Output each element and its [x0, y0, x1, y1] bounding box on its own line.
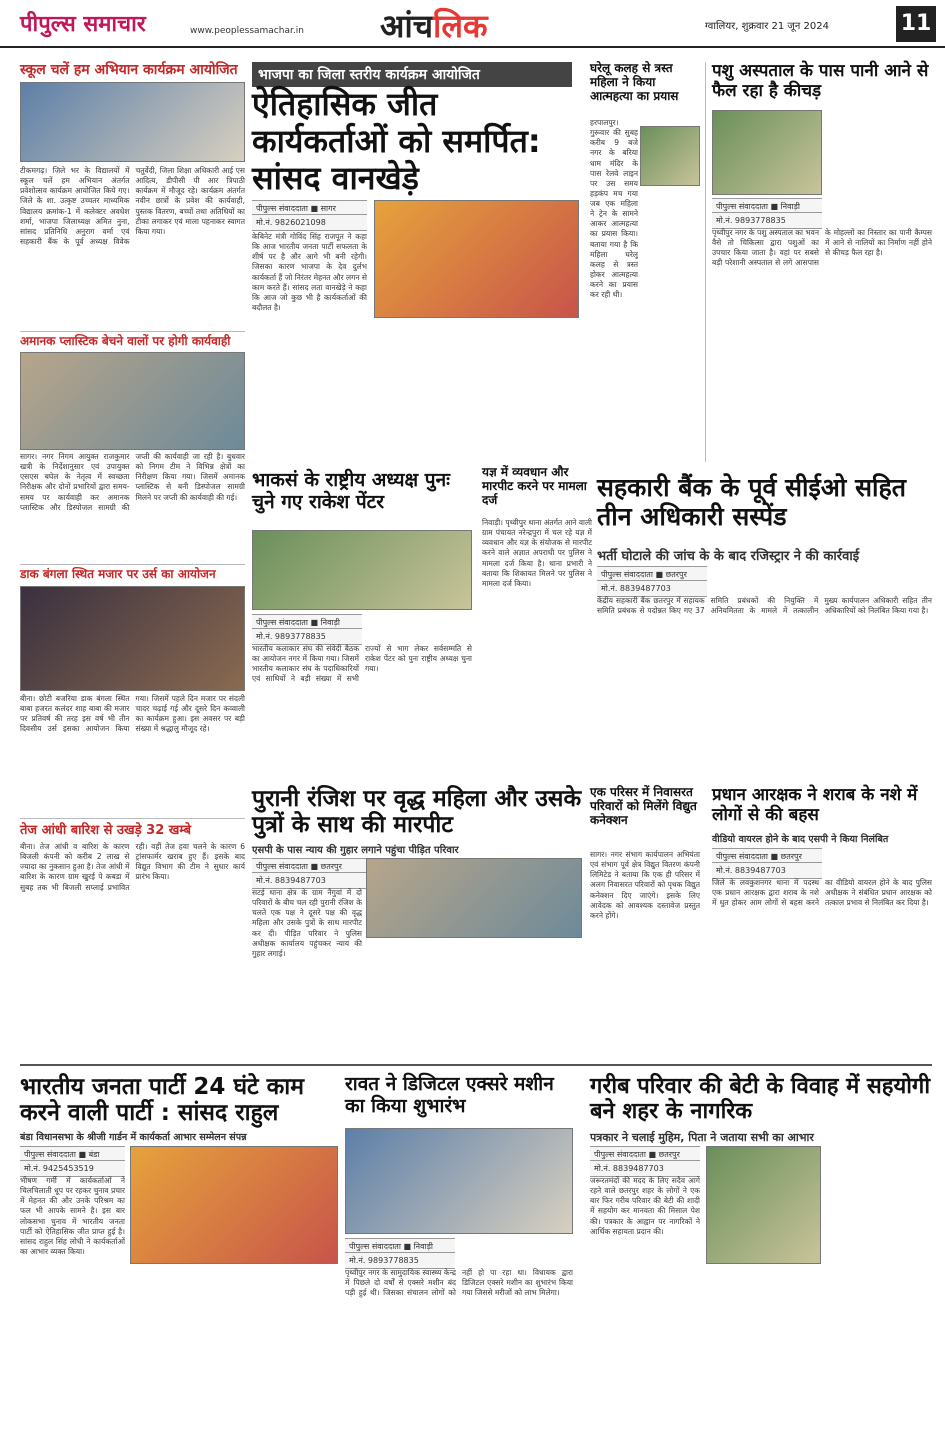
story-10-mobile: मो.नं. 8839487703	[597, 580, 707, 597]
story-9-byline: पीपुल्स संवाददाता ■ निवाड़ी	[712, 198, 822, 215]
divider	[20, 331, 245, 332]
story-9-body: पृथ्वीपुर नगर के पशु अस्पताल का भवन वैसे तो चिकित्सा द्वारा पशुओं का उपचार किया जाता है। वहां पर सबसे बड़ी परेशानी अस्पताल से लगे आसपास के मोहल्लों का निस्तार का पानी कैम्पस में आने से नालियों का निर्माण नहीं होने से कीचड़ फैल रहा है।	[712, 228, 932, 268]
story-3-title: डाक बंगला स्थित मजार पर उर्स का आयोजन	[20, 567, 216, 581]
divider	[20, 1064, 932, 1066]
story-1-title: स्कूल चलें हम अभियान कार्यक्रम आयोजित	[20, 62, 238, 78]
story-6-byline: पीपुल्स संवाददाता ■ निवाड़ी	[252, 614, 362, 631]
story-7-body: हरपालपुर। गुरूवार की सुबह करीब 9 बजे नगर के बरिया धाम मंदिर के पास रेलवे लाइन पर उस समय हड़कंप मच गया जब एक महिला ने ट्रेन के सामने आकर आत्महत्या का प्रयास किया। बताया गया है कि महिला घरेलू कलह से त्रस्त होकर आत्महत्या करने का प्रयास कर रही थी।	[590, 118, 638, 300]
story-16-title: गरीब परिवार की बेटी के विवाह में सहयोगी बने शहर के नागरिक	[590, 1074, 931, 1125]
website-url[interactable]: www.peoplessamachar.in	[190, 26, 304, 36]
story-5-byline: पीपुल्स संवाददाता ■ सागर	[252, 200, 367, 217]
masthead	[0, 0, 945, 48]
story-11-title: पुरानी रंजिश पर वृद्ध महिला और उसके पुत्रों के साथ की मारपीट	[252, 786, 582, 839]
story-5-photo	[374, 200, 579, 318]
story-6-mobile: मो.नं. 9893778835	[252, 628, 362, 645]
section-title-b: लिक	[433, 7, 488, 45]
story-15-byline: पीपुल्स संवाददाता ■ निवाड़ी	[345, 1238, 455, 1255]
story-13-mobile: मो.नं. 8839487703	[712, 862, 822, 879]
story-11-byline: पीपुल्स संवाददाता ■ छतरपुर	[252, 858, 367, 875]
story-7-photo	[640, 126, 700, 186]
story-6-body: भारतीय कलाकार संघ की संवेदी बैठक का आयोजन नगर में किया गया। जिसमें भारतीय कलाकार संघ के पदाधिकारियों एवं साथियों ने बड़ी संख्या में सभी राज्यों से भाग लेकर सर्वसम्मति से राकेश पेंटर को पुनः राष्ट्रीय अध्यक्ष चुना गया।	[252, 644, 472, 684]
story-13-deck: वीडियो वायरल होने के बाद एसपी ने किया निलंबित	[712, 834, 889, 845]
story-10-deck: भर्ती घोटाले की जांच के के बाद रजिस्ट्रार ने की कार्रवाई	[597, 549, 860, 564]
story-6-photo	[252, 530, 472, 610]
divider	[20, 564, 245, 565]
story-15-body: पृथ्वीपुर नगर के सामुदायिक स्वास्थ्य केन्द्र में पिछले दो वर्षों से एक्सरे मशीन बंद पड़ी हुई थी। जिसका संचालन लोगों को नहीं हो पा रहा था। विधायक द्वारा डिजिटल एक्सरे मशीन का शुभारंभ किया गया जिससे मरीजों को लाभ मिलेगा।	[345, 1268, 573, 1298]
story-14-byline: पीपुल्स संवाददाता ■ बंडा	[20, 1146, 125, 1163]
story-11-deck: एसपी के पास न्याय की गुहार लगाने पहुंचा पीड़ित परिवार	[252, 845, 459, 856]
page-number: 11	[896, 6, 936, 42]
story-8-title: यज्ञ में व्यवधान और मारपीट करने पर मामला दर्ज	[482, 465, 587, 507]
newspaper-logo: पीपुल्स समाचार	[20, 12, 146, 37]
story-5-mobile: मो.नं. 9826021098	[252, 214, 367, 231]
story-1-photo	[20, 82, 245, 162]
story-9-title: पशु अस्पताल के पास पानी आने से फैल रहा है कीचड़	[712, 61, 929, 101]
story-12-body: सागर। नगर संभाग कार्यपालन अभियंता एवं संभाग पूर्व क्षेत्र विद्युत वितरण कंपनी लिमिटेड ने बताया कि एक ही परिसर में अलग निवासरत परिवारों को पृथक विद्युत कनेक्शन दिए जाएंगे। इसके लिए आवेदक को आवश्यक दस्तावेज प्रस्तुत करने होंगे।	[590, 850, 700, 920]
divider	[705, 62, 706, 462]
story-11-body: सटई थाना क्षेत्र के ग्राम नैगुवां में दो परिवारों के बीच चल रही पुरानी रंजिश के चलते एक पक्ष ने दूसरे पक्ष की वृद्ध महिला और उसके पुत्रों के साथ मारपीट कर दी। पीड़ित परिवार ने पुलिस अधीक्षक कार्यालय पहुंचकर न्याय की गुहार लगाई।	[252, 888, 362, 958]
story-11-photo	[366, 858, 582, 938]
story-3-photo	[20, 586, 245, 691]
story-2-body: सागर। नगर निगम आयुक्त राजकुमार खत्री के निर्देशानुसार एवं उपायुक्त एसएस बघेल के नेतृत्व में स्वच्छता निरीक्षक और दोनों प्रभारियों द्वारा समय-समय पर कार्यवाही कर अमानक प्लास्टिक और डिस्पोजल सामग्री की जप्ती की कार्यवाही जा रही है। बुधवार को निगम टीम ने विभिन्न क्षेत्रों का निरीक्षण किया गया। जिसमें अमानक प्लास्टिक से बनी डिस्पोजल सामग्री मिलने पर जप्ती की कार्यवाही की गई।	[20, 452, 245, 512]
story-11-mobile: मो.नं. 8839487703	[252, 872, 367, 889]
story-10-body: केंद्रीय सहकारी बैंक छतरपुर में सहायक समिति प्रबंधक से पदोन्नत किए गए 37 समिति प्रबंधकों की नियुक्ति में अनियमितता के मामले में तत्कालीन मुख्य कार्यपालन अधिकारी सहित तीन अधिकारियों को निलंबित किया गया है।	[597, 596, 932, 616]
dateline: ग्वालियर, शुक्रवार 21 जून 2024	[705, 21, 829, 32]
story-10-title: सहकारी बैंक के पूर्व सीईओ सहित तीन अधिकारी सस्पेंड	[597, 473, 906, 531]
story-9-photo	[712, 110, 822, 195]
story-1-body: टीकमगढ़। जिले भर के विद्यालयों में स्कूल चलें हम अभियान अंतर्गत प्रवेशोत्सव कार्यक्रम आयोजित किये गए। जिले के शा. उत्कृष्ट उच्चतर माध्यमिक विद्यालय क्रमांक-1 में कलेक्टर अवधेश शर्मा, भाजपा जिलाध्यक्ष अमित नुना, सांसद प्रतिनिधि अनुराग वर्मा एवं सहकारी बैंक के पूर्व अध्यक्ष विवेक चतुर्वेदी, जिला शिक्षा अधिकारी आई एस आदित्य, डीपीसी पी आर त्रिपाठी कार्यक्रम में मौजूद रहे। कार्यक्रम अंतर्गत नवीन छात्रों के प्रवेश की कार्यवाही, पुस्तक वितरण, बच्चों तथा अतिथियों का टीका लगाकर एवं माला पहनाकर स्वागत किया गया।	[20, 166, 245, 246]
section-title	[380, 4, 488, 47]
story-14-mobile: मो.नं. 9425453519	[20, 1160, 125, 1177]
story-13-title: प्रधान आरक्षक ने शराब के नशे में लोगों से की बहस	[712, 785, 918, 825]
story-16-body: जरूरतमंदों की मदद के लिए सदैव आगे रहने वाले छतरपुर शहर के लोगों ने एक बार फिर गरीब परिवार की बेटी की शादी में सहयोग कर मानवता की मिसाल पेश की। पत्रकार के आह्वान पर नागरिकों ने आर्थिक सहायता प्रदान की।	[590, 1176, 700, 1236]
story-15-title: रावत ने डिजिटल एक्सरे मशीन का किया शुभारंभ	[345, 1073, 554, 1117]
story-10-byline: पीपुल्स संवाददाता ■ छतरपुर	[597, 566, 707, 583]
story-16-photo	[706, 1146, 821, 1264]
story-2-title: अमानक प्लास्टिक बेचने वालों पर होगी कार्यवाही	[20, 334, 231, 348]
story-5-title: ऐतिहासिक जीत कार्यकर्ताओं को समर्पित: सांसद वानखेड़े	[252, 85, 541, 197]
story-16-mobile: मो.नं. 8839487703	[590, 1160, 700, 1177]
story-7-title: घरेलू कलह से त्रस्त महिला ने किया आत्महत्या का प्रयास	[590, 61, 679, 103]
story-3-body: बीना। छोटी बजरिया डाक बंगला स्थित बाबा हजरत कलंदर शाह बाबा की मजार पर प्रतिवर्ष की तरह इस वर्ष भी तीन दिवसीय उर्स इसका आयोजन किया गया। जिसमें पहले दिन मजार पर संदली चादर चढ़ाई गई और दूसरे दिन कव्वाली का कार्यक्रम हुआ। इस अवसर पर बड़ी संख्या में श्रद्धालु मौजूद रहे।	[20, 694, 245, 734]
story-15-mobile: मो.नं. 9893778835	[345, 1252, 455, 1269]
section-title-a: आंच	[380, 7, 434, 45]
story-2-photo	[20, 352, 245, 450]
story-14-body: भीषण गर्मी में कार्यकर्ताओं ने चिलचिलाती धूप पर रहकर चुनाव प्रचार में मेहनत की और उनके परिश्रम का फल भी आपके सामने है। इस बार लोकसभा चुनाव में भारतीय जनता पार्टी को ऐतिहासिक जीत प्राप्त हुई है। सांसद राहुल सिंह लोधी ने कार्यकर्ताओं का आभार व्यक्त किया।	[20, 1176, 125, 1256]
story-5-body: केबिनेट मंत्री गोविंद सिंह राजपूत ने कहा कि आज भारतीय जनता पार्टी सफलता के शीर्ष पर है और आगे भी बनी रहेगी। जिसका कारण भाजपा के देव दुर्लभ कार्यकर्ता हैं जो निरंतर मेहनत और लगन से काम करते हैं। सांसद लता वानखेड़े ने कहा कि आज जो कुछ भी है कार्यकर्ताओं की बदौलत है।	[252, 232, 367, 312]
story-13-byline: पीपुल्स संवाददाता ■ छतरपुर	[712, 848, 822, 865]
story-15-photo	[345, 1128, 573, 1234]
story-9-mobile: मो.नं. 9893778835	[712, 212, 822, 229]
story-8-body: निवाड़ी। पृथ्वीपुर थाना अंतर्गत आने वाली ग्राम पंचायत नरेन्द्रपुरा में चल रहे यज्ञ में व्यवधान और यज्ञ के संयोजक से मारपीट करने वाले अज्ञात अपराधी पर पुलिस ने मामला दर्ज किया है। थाना प्रभारी ने बताया कि शिकायत मिलने पर पुलिस ने मामला दर्ज किया।	[482, 518, 592, 588]
story-14-title: भारतीय जनता पार्टी 24 घंटे काम करने वाली पार्टी : सांसद राहुल	[20, 1074, 305, 1127]
story-6-title: भाकसं के राष्ट्रीय अध्यक्ष पुनः चुने गए राकेश पेंटर	[252, 469, 450, 513]
story-5-kicker: भाजपा का जिला स्तरीय कार्यक्रम आयोजित	[252, 62, 572, 87]
story-13-body: जिले के लवकुशनगर थाना में पदस्थ एक प्रधान आरक्षक द्वारा शराब के नशे में धुत होकर आम लोगों से बहस करने का वीडियो वायरल होने के बाद पुलिस अधीक्षक ने संबंधित प्रधान आरक्षक को तत्काल प्रभाव से निलंबित कर दिया है।	[712, 878, 932, 908]
story-4-body: बीना। तेज आंधी व बारिश के कारण बिजली कंपनी को करीब 2 लाख से ज्यादा का नुकसान हुआ है। तेज आंधी में बारिश के कारण ग्राम खुरई पे कबडा में सुबह तक भी बिजली सप्लाई प्रभावित रही। वहीं तेज हवा चलने के कारण 6 ट्रांसफार्मर खराब हुए हैं। इसके बाद विद्युत विभाग की टीम ने सुधार कार्य प्रारंभ किया।	[20, 842, 245, 892]
divider	[20, 818, 245, 819]
story-14-photo	[130, 1146, 338, 1264]
story-16-deck: पत्रकार ने चलाई मुहिम, पिता ने जताया सभी का आभार	[590, 1131, 814, 1144]
story-12-title: एक परिसर में निवासरत परिवारों को मिलेंगे विद्युत कनेक्शन	[590, 785, 697, 827]
story-14-deck: बंडा विधानसभा के श्रीजी गार्डन में कार्यकर्ता आभार सम्मेलन संपन्न	[20, 1132, 247, 1143]
story-4-title: तेज आंधी बारिश से उखड़े 32 खम्बे	[20, 823, 192, 838]
story-16-byline: पीपुल्स संवाददाता ■ छतरपुर	[590, 1146, 700, 1163]
